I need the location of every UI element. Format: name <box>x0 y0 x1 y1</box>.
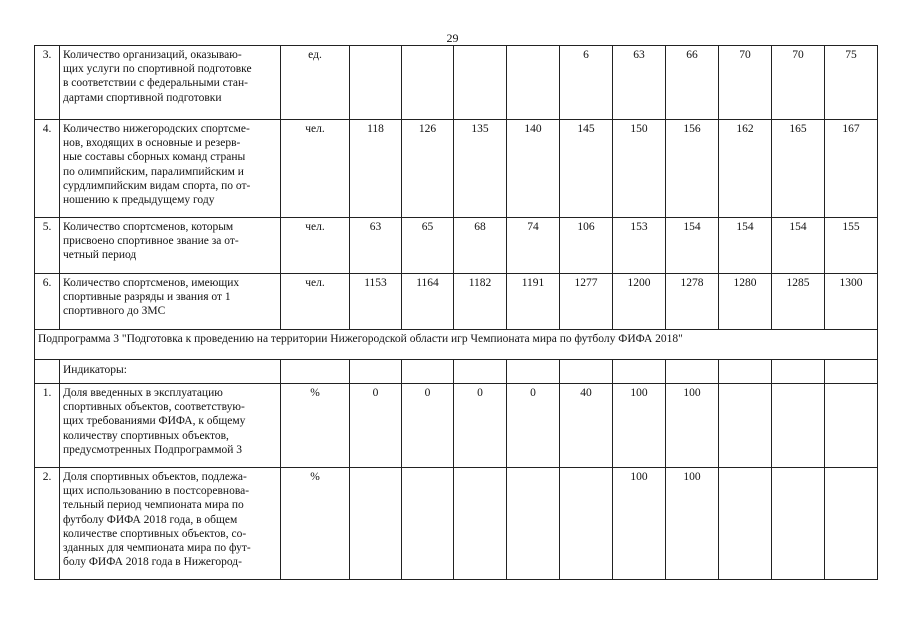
indicator-name-line: футболу ФИФА 2018 года, в общем <box>63 513 238 526</box>
value-cell <box>350 46 402 120</box>
value-cell <box>350 468 402 580</box>
value-cell: 1278 <box>666 274 719 330</box>
indicator-name <box>60 120 281 218</box>
value-cell <box>772 384 825 468</box>
empty-cell <box>281 360 350 384</box>
unit-cell: чел. <box>281 274 350 330</box>
value-cell <box>825 468 878 580</box>
empty-cell <box>402 360 454 384</box>
value-cell <box>719 384 772 468</box>
indicator-name-line: щих услуги по спортивной подготовке <box>63 63 252 76</box>
indicator-name-line: Доля введенных в эксплуатацию <box>63 387 223 399</box>
value-cell: 162 <box>719 120 772 218</box>
indicator-name-line: нов, входящих в основные и резерв- <box>63 137 241 150</box>
value-cell <box>454 46 507 120</box>
indicator-name-line: Доля спортивных объектов, подлежа- <box>63 471 247 483</box>
value-cell: 63 <box>350 218 402 274</box>
indicator-name-line: спортивного до ЗМС <box>63 305 166 318</box>
value-cell: 63 <box>613 46 666 120</box>
indicator-name-line: тельный период чемпионата мира по <box>63 499 244 512</box>
row-number: 3. <box>35 46 60 120</box>
table-row <box>35 120 878 218</box>
value-cell: 156 <box>666 120 719 218</box>
value-cell: 0 <box>350 384 402 468</box>
table-row <box>35 218 878 274</box>
value-cell: 66 <box>666 46 719 120</box>
indicator-name <box>60 46 281 120</box>
indicator-name-line: ные составы сборных команд страны <box>63 151 246 164</box>
empty-cell <box>507 360 560 384</box>
section-body <box>35 330 878 384</box>
indicator-name-line: спортивных объектов, соответствую- <box>63 401 245 414</box>
indicator-name-line: сурдлимпийским видам спорта, по от- <box>63 179 251 192</box>
empty-cell <box>666 360 719 384</box>
value-cell: 1280 <box>719 274 772 330</box>
row-number: 1. <box>35 384 60 468</box>
indicator-name-line: щих требованиями ФИФА, к общему <box>63 415 246 428</box>
table-row <box>35 468 878 580</box>
empty-cell <box>772 360 825 384</box>
value-cell <box>454 468 507 580</box>
indicator-name-line: по олимпийским, паралимпийским и <box>63 165 244 178</box>
indicators-label: Индикаторы: <box>60 360 281 384</box>
row-number: 4. <box>35 120 60 218</box>
indicator-name-line: четный период <box>63 249 137 262</box>
value-cell: 1200 <box>613 274 666 330</box>
indicator-name-line: ношению к предыдущему году <box>63 194 215 207</box>
value-cell: 100 <box>666 468 719 580</box>
value-cell: 1164 <box>402 274 454 330</box>
value-cell <box>719 468 772 580</box>
value-cell: 68 <box>454 218 507 274</box>
row-number: 2. <box>35 468 60 580</box>
value-cell: 1182 <box>454 274 507 330</box>
value-cell: 1285 <box>772 274 825 330</box>
value-cell: 1300 <box>825 274 878 330</box>
indicator-name-line: болу ФИФА 2018 года в Нижегород- <box>63 556 242 569</box>
indicator-name-line: количеству спортивных объектов, <box>63 429 229 442</box>
value-cell: 154 <box>772 218 825 274</box>
indicators-row <box>35 360 878 384</box>
section-row <box>35 330 878 360</box>
row-number: 6. <box>35 274 60 330</box>
value-cell: 167 <box>825 120 878 218</box>
indicator-name <box>60 468 281 580</box>
empty-cell <box>613 360 666 384</box>
empty-cell <box>454 360 507 384</box>
value-cell: 126 <box>402 120 454 218</box>
value-cell: 40 <box>560 384 613 468</box>
value-cell: 70 <box>772 46 825 120</box>
value-cell: 140 <box>507 120 560 218</box>
value-cell: 1277 <box>560 274 613 330</box>
indicator-name-line: Количество нижегородских спортсме- <box>63 123 250 135</box>
value-cell: 106 <box>560 218 613 274</box>
unit-cell: чел. <box>281 120 350 218</box>
table-body-top <box>35 46 878 330</box>
value-cell: 135 <box>454 120 507 218</box>
indicators-num-cell <box>35 360 60 384</box>
indicator-name <box>60 384 281 468</box>
value-cell: 0 <box>507 384 560 468</box>
empty-cell <box>719 360 772 384</box>
indicator-name-line: дартами спортивной подготовки <box>63 91 222 104</box>
value-cell <box>402 46 454 120</box>
table-body-bottom <box>35 384 878 580</box>
table-row <box>35 274 878 330</box>
value-cell: 100 <box>666 384 719 468</box>
value-cell: 1153 <box>350 274 402 330</box>
indicator-name-line: количестве спортивных объектов, со- <box>63 527 247 540</box>
value-cell <box>402 468 454 580</box>
indicator-name-line: Количество организаций, оказываю- <box>63 49 242 61</box>
indicator-name-line: щих использованию в постсоревнова- <box>63 485 250 498</box>
value-cell: 153 <box>613 218 666 274</box>
value-cell: 145 <box>560 120 613 218</box>
value-cell: 154 <box>666 218 719 274</box>
indicator-name <box>60 218 281 274</box>
page-number: 29 <box>446 31 459 45</box>
value-cell: 74 <box>507 218 560 274</box>
unit-cell: чел. <box>281 218 350 274</box>
value-cell <box>507 46 560 120</box>
indicator-name-line: спортивные разряды и звания от 1 <box>63 291 231 304</box>
indicator-name-line: предусмотренных Подпрограммой 3 <box>63 443 243 456</box>
value-cell: 0 <box>402 384 454 468</box>
indicator-name-line: зданных для чемпионата мира по фут- <box>63 542 251 555</box>
value-cell <box>772 468 825 580</box>
value-cell: 6 <box>560 46 613 120</box>
indicator-name-line: присвоено спортивное звание за от- <box>63 235 239 248</box>
value-cell <box>560 468 613 580</box>
indicator-name <box>60 274 281 330</box>
value-cell <box>507 468 560 580</box>
value-cell: 70 <box>719 46 772 120</box>
indicators-table <box>34 45 878 580</box>
table-row <box>35 46 878 120</box>
unit-cell: % <box>281 468 350 580</box>
value-cell: 154 <box>719 218 772 274</box>
empty-cell <box>560 360 613 384</box>
value-cell: 155 <box>825 218 878 274</box>
empty-cell <box>350 360 402 384</box>
value-cell <box>825 384 878 468</box>
value-cell: 65 <box>402 218 454 274</box>
empty-cell <box>825 360 878 384</box>
value-cell: 100 <box>613 468 666 580</box>
unit-cell: ед. <box>281 46 350 120</box>
value-cell: 1191 <box>507 274 560 330</box>
value-cell: 150 <box>613 120 666 218</box>
unit-cell: % <box>281 384 350 468</box>
row-number: 5. <box>35 218 60 274</box>
table-row <box>35 384 878 468</box>
indicator-name-line: Количество спортсменов, имеющих <box>63 277 240 289</box>
value-cell: 75 <box>825 46 878 120</box>
value-cell: 0 <box>454 384 507 468</box>
indicator-name-line: Количество спортсменов, которым <box>63 221 234 233</box>
value-cell: 165 <box>772 120 825 218</box>
section-title: Подпрограмма 3 "Подготовка к проведению на территории Нижегородской области игр Чемпионата мира по футболу ФИФА 2018" <box>35 330 878 360</box>
value-cell: 100 <box>613 384 666 468</box>
value-cell: 118 <box>350 120 402 218</box>
indicator-name-line: в соответствии с федеральными стан- <box>63 77 248 90</box>
